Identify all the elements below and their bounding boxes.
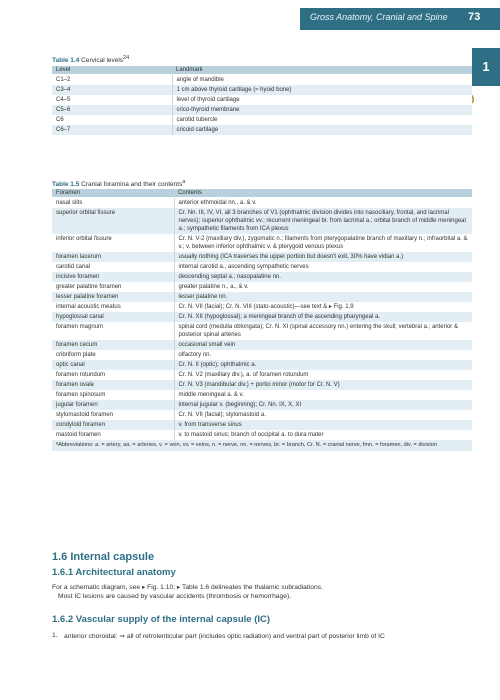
table-row bbox=[52, 252, 472, 262]
table-cell-value: Cr. N. VII (facial); Cr. N. VIII (stato-acoustic)—see text & ▸ Fig. 1.9 bbox=[174, 302, 472, 312]
table-row bbox=[52, 340, 472, 350]
list-item: anterior choroidal: ⇒ all of retrolenticular part (includes optic radiation) and ventral part of posterior limb of IC bbox=[64, 633, 385, 640]
table-cell-value: internal carotid a., ascending sympathetic nerves bbox=[174, 262, 472, 272]
table-1-5-title: Cranial foramina and their contents bbox=[81, 181, 183, 189]
table-cell-key: C5–6 bbox=[52, 105, 172, 115]
table-row bbox=[52, 208, 472, 234]
page-number: 73 bbox=[468, 11, 481, 23]
table-cell-key: optic canal bbox=[52, 360, 174, 370]
table-cell-value: crico-thyroid membrane bbox=[172, 105, 472, 115]
table-row bbox=[52, 234, 472, 252]
table-row bbox=[52, 322, 472, 340]
cervical-levels-table bbox=[52, 66, 472, 135]
table-cell-value: usually nothing (ICA traverses the upper portion but doesn't exit, 30% have vidian a.) bbox=[174, 252, 472, 262]
table-cell-value: 1 cm above thyroid cartilage (≈ hyoid bone) bbox=[172, 85, 472, 95]
table-row bbox=[52, 262, 472, 272]
table-cell-value: greater palatine n., a., & v. bbox=[174, 282, 472, 292]
table-cell-value: internal jugular v. (beginning); Cr. Nn. IX, X, XI bbox=[174, 400, 472, 410]
table-row bbox=[52, 380, 472, 390]
table-cell-value: anterior ethmoidal nn., a. & v. bbox=[174, 198, 472, 209]
table-cell-key: foramen lacerum bbox=[52, 252, 174, 262]
table-cell-key: cribriform plate bbox=[52, 350, 174, 360]
table-cell-key: C4–5 bbox=[52, 95, 172, 105]
table-header: Foramen bbox=[52, 189, 174, 198]
table-cell-value: Cr. N. V2 (maxillary div.), a. of foramen rotundum bbox=[174, 370, 472, 380]
table-row bbox=[52, 125, 472, 135]
table-cell-key: hypoglossal canal bbox=[52, 312, 174, 322]
page-header bbox=[0, 0, 500, 38]
table-row bbox=[52, 75, 472, 86]
table-cell-key: C1–2 bbox=[52, 75, 172, 86]
paragraph-line: For a schematic diagram, see ▸ Fig. 1.10; ▸ Table 1.6 delineates the thalamic subradiations. bbox=[52, 584, 323, 591]
table-header: Contents bbox=[174, 189, 472, 198]
table-header: Landmark bbox=[172, 66, 472, 75]
table-cell-value: v. to mastoid sinus; branch of occipital a. to dura mater bbox=[174, 430, 472, 440]
table-row bbox=[52, 282, 472, 292]
table-cell-value: olfactory nn. bbox=[174, 350, 472, 360]
subsection-heading: 1.6.2 Vascular supply of the internal capsule (IC) bbox=[52, 614, 271, 625]
table-cell-value: level of thyroid cartilage bbox=[172, 95, 472, 105]
table-cell-key: nasal slits bbox=[52, 198, 174, 209]
section-heading: 1.6 Internal capsule bbox=[52, 551, 155, 563]
table-footnote: ªAbbreviations: a. = artery, aa. = arteries, v. = vein, vv. = veins, n. = nerve, nn. = nerves, br. = branch, Cr. N. = cranial nerve, fmn. = foramen, div. = division bbox=[52, 440, 472, 451]
table-row bbox=[52, 85, 472, 95]
table-cell-key: internal acoustic meatus bbox=[52, 302, 174, 312]
table-row bbox=[52, 370, 472, 380]
table-cell-value: Cr. Nn. III, IV, VI, all 3 branches of V1 (ophthalmic division divides into nasociliary, frontal, and lacrimal nerves); superior ophthalmic vv.; recurrent meningeal br. from lacrimal a.; orbital branch of middle meningeal a.; sympathetic filaments from ICA plexus bbox=[174, 208, 472, 234]
table-row bbox=[52, 430, 472, 440]
table-row bbox=[52, 198, 472, 209]
list-number: 1. bbox=[52, 632, 58, 639]
table-cell-value: lesser palatine nn. bbox=[174, 292, 472, 302]
table-cell-key: superior orbital fissure bbox=[52, 208, 174, 234]
table-cell-value: Cr. N. II (optic); ophthalmic a. bbox=[174, 360, 472, 370]
table-row bbox=[52, 312, 472, 322]
table-cell-key: carotid canal bbox=[52, 262, 174, 272]
table-row bbox=[52, 292, 472, 302]
table-cell-value: Cr. N. V3 (mandibular div.) + portio minor (motor for Cr. N. V) bbox=[174, 380, 472, 390]
table-cell-key: lesser palatine foramen bbox=[52, 292, 174, 302]
table-cell-key: C3–4 bbox=[52, 85, 172, 95]
table-row bbox=[52, 115, 472, 125]
table-row bbox=[52, 272, 472, 282]
table-row bbox=[52, 350, 472, 360]
table-cell-value: Cr. N. XII (hypoglossal); a meningeal branch of the ascending pharyngeal a. bbox=[174, 312, 472, 322]
table-header: Level bbox=[52, 66, 172, 75]
table-cell-value: v. from transverse sinus bbox=[174, 420, 472, 430]
table-row bbox=[52, 360, 472, 370]
paragraph-line: Most IC lesions are caused by vascular accidents (thrombosis or hemorrhage). bbox=[58, 593, 292, 600]
table-cell-value: middle meningeal a. & v. bbox=[174, 390, 472, 400]
cranial-foramina-table bbox=[52, 189, 472, 440]
table-row bbox=[52, 390, 472, 400]
table-cell-key: C6 bbox=[52, 115, 172, 125]
chapter-tab: 1 bbox=[472, 48, 500, 86]
table-cell-value: spinal cord (medulla oblongata); Cr. N. XI (spinal accessory nn.) entering the skull; vertebral a.; anterior & posterior spinal arteries bbox=[174, 322, 472, 340]
table-cell-value: carotid tubercle bbox=[172, 115, 472, 125]
table-cell-key: foramen rotundum bbox=[52, 370, 174, 380]
table-1-4-caption bbox=[52, 55, 129, 64]
table-1-4-title: Cervical levels bbox=[81, 57, 124, 65]
table-cell-value: descending septal a.; nasopalatine nn. bbox=[174, 272, 472, 282]
table-cell-key: foramen magnum bbox=[52, 322, 174, 340]
table-row bbox=[52, 105, 472, 115]
table-cell-key: foramen ovale bbox=[52, 380, 174, 390]
table-cell-key: greater palatine foramen bbox=[52, 282, 174, 292]
table-cell-value: Cr. N. VII (facial); stylomastoid a. bbox=[174, 410, 472, 420]
table-1-4-ref: 24 bbox=[123, 55, 130, 61]
table-row bbox=[52, 420, 472, 430]
table-1-5-ref: a bbox=[182, 179, 186, 185]
table-cell-key: foramen spinosum bbox=[52, 390, 174, 400]
table-row bbox=[52, 410, 472, 420]
table-cell-key: foramen cecum bbox=[52, 340, 174, 350]
table-cell-key: incisive foramen bbox=[52, 272, 174, 282]
table-row bbox=[52, 95, 472, 105]
table-cell-value: angle of mandible bbox=[172, 75, 472, 86]
table-cell-key: C6–7 bbox=[52, 125, 172, 135]
table-row bbox=[52, 400, 472, 410]
table-cell-key: stylomastoid foramen bbox=[52, 410, 174, 420]
table-cell-key: mastoid foramen bbox=[52, 430, 174, 440]
table-row bbox=[52, 302, 472, 312]
running-title: Gross Anatomy, Cranial and Spine bbox=[310, 12, 448, 22]
table-1-4-label: Table 1.4 bbox=[52, 57, 80, 65]
table-cell-value: occasional small vein bbox=[174, 340, 472, 350]
subsection-heading: 1.6.1 Architectural anatomy bbox=[52, 567, 176, 578]
table-cell-key: inferior orbital fissure bbox=[52, 234, 174, 252]
table-cell-value: cricoid cartilage bbox=[172, 125, 472, 135]
table-1-5-label: Table 1.5 bbox=[52, 181, 80, 189]
table-cell-value: Cr. N. V-2 (maxillary div.), zygomatic n.; filaments from pterygopalatine branch of maxillary n.; infraorbital a. & v.; v. between inferior ophthalmic v. & pterygoid venous plexus bbox=[174, 234, 472, 252]
table-cell-key: jugular foramen bbox=[52, 400, 174, 410]
table-1-5-caption bbox=[52, 179, 185, 188]
table-cell-key: condyloid foramen bbox=[52, 420, 174, 430]
